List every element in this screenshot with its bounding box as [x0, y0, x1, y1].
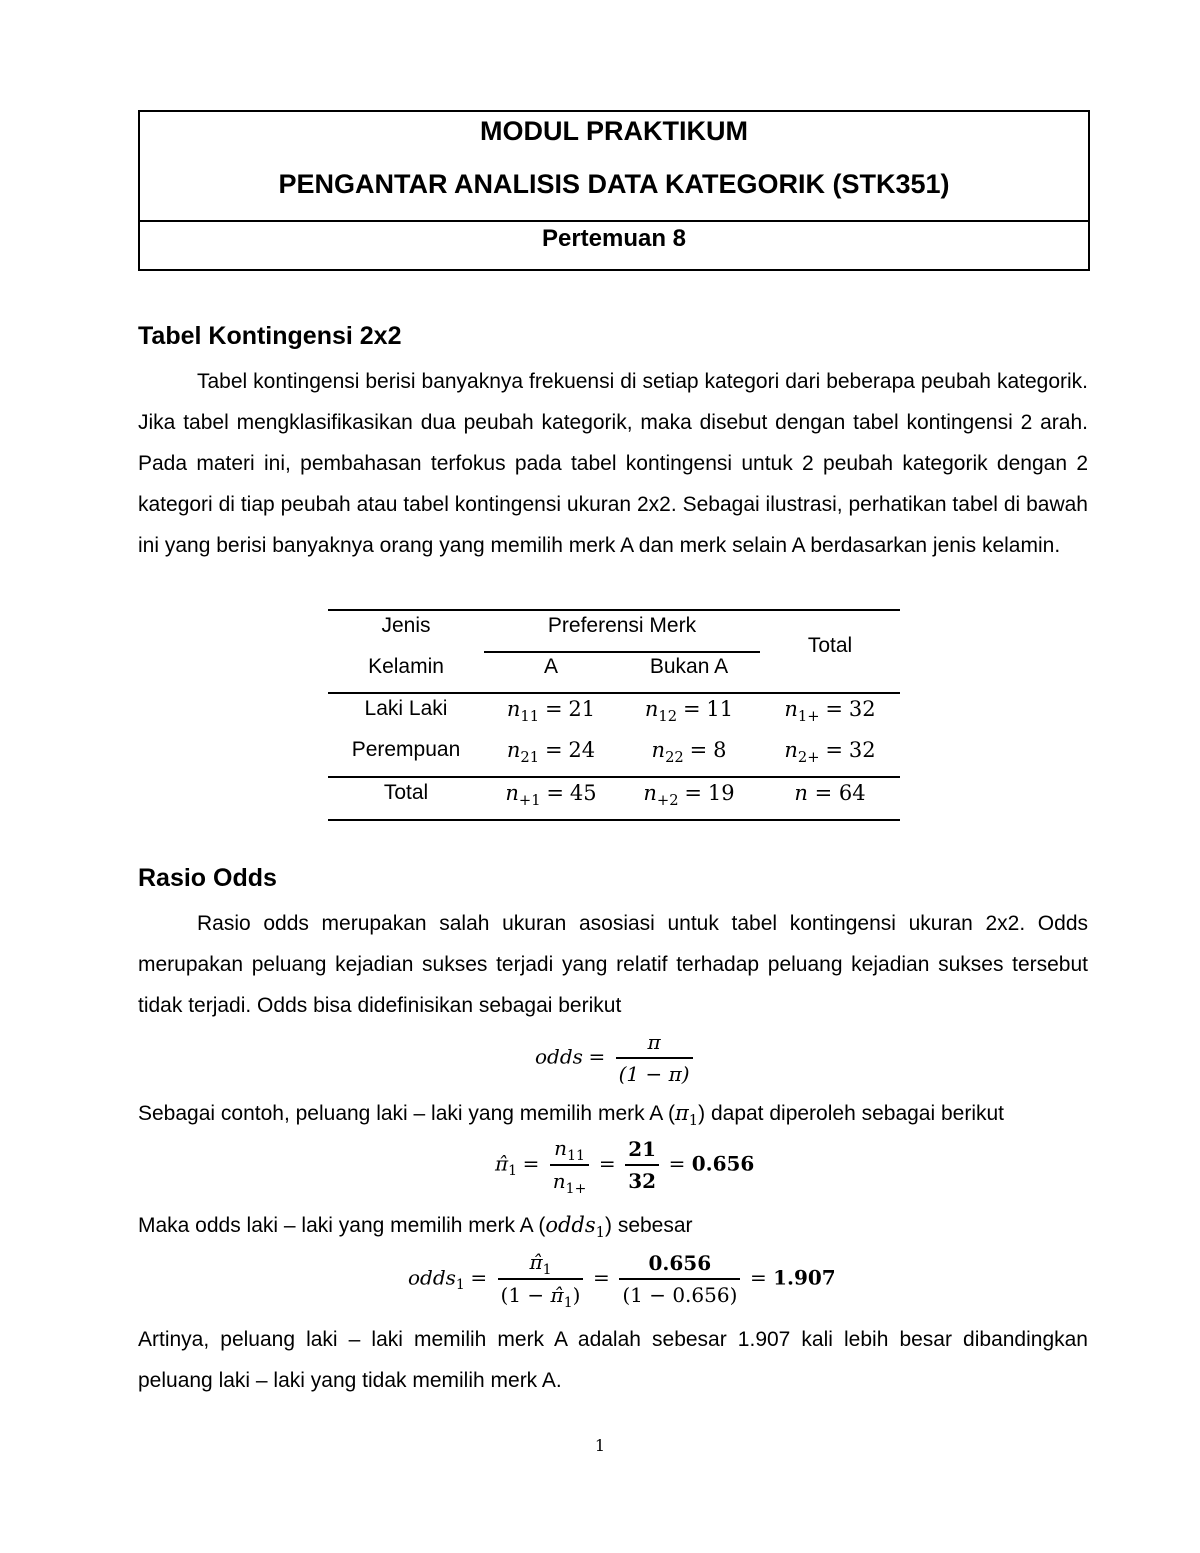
- pi-hat-formula: $\pî_1$ = $\frac{n_{11}}{n_{1+}}$ = $\frac{21}{32}$ = 0.656: [495, 1136, 755, 1197]
- odds1-sentence: Maka odds laki – laki yang memilih merk A (odds$_1$) sebesar: [138, 1213, 693, 1242]
- course-title: PENGANTAR ANALISIS DATA KATEGORIK (STK351): [278, 169, 950, 199]
- table-cell: $n_{12} = 11$: [644, 697, 734, 726]
- table-header-bukan-a: Bukan A: [649, 655, 729, 678]
- table-row-label: Perempuan: [351, 738, 461, 761]
- table-cell: n = 64: [794, 781, 866, 805]
- table-header-jenis: Jenis: [381, 614, 431, 637]
- table-row-label: Total: [383, 781, 429, 804]
- table-total-rule: [328, 776, 900, 778]
- module-title: MODUL PRAKTIKUM: [480, 116, 748, 146]
- table-header-total: Total: [807, 634, 853, 657]
- table-header-rule: [328, 692, 900, 694]
- odds-paragraph-text: Rasio odds merupakan salah ukuran asosiasi untuk tabel kontingensi ukuran 2x2. Odds merupakan peluang kejadian sukses terjadi yang relatif terhadap peluang kejadian sukses tersebut tidak terjadi. Odds bisa didefinisikan sebagai berikut: [138, 912, 1088, 1017]
- table-cell: $n_{22} = 8$: [651, 738, 727, 767]
- table-cell: $n_{2+} = 32$: [784, 738, 876, 767]
- odds1-formula: odds$_1$ = $\frac{\pî_1}{(1 - \pî_1)}$ = $\frac{0.656}{(1 - 0.656)}$ = 1.907: [408, 1250, 836, 1311]
- contingency-paragraph-text: Tabel kontingensi berisi banyaknya frekuensi di setiap kategori dari beberapa peubah kategorik. Jika tabel mengklasifikasikan dua peubah kategorik, maka disebut dengan tabel kontingensi 2 arah. Pada materi ini, pembahasan terfokus pada tabel kontingensi untuk 2 peubah kategorik dengan 2 kategori di tiap peubah atau tabel kontingensi ukuran 2x2. Sebagai ilustrasi, perhatikan tabel di bawah ini yang berisi banyaknya orang yang memilih merk A dan merk selain A berdasarkan jenis kelamin.: [138, 370, 1088, 557]
- header-box: [138, 110, 1090, 271]
- conclusion-text: Artinya, peluang laki – laki memilih merk A adalah sebesar 1.907 kali lebih besar dibandingkan peluang laki – laki yang tidak memilih merk A.: [138, 1328, 1088, 1392]
- header-divider: [140, 220, 1088, 222]
- table-bottom-rule: [328, 819, 900, 821]
- table-cell: $n_{21} = 24$: [506, 738, 596, 767]
- table-header-preferensi: Preferensi Merk: [547, 614, 697, 637]
- section-heading-odds: Rasio Odds: [138, 864, 277, 892]
- odds-paragraph: [138, 903, 1088, 1026]
- table-header-kelamin: Kelamin: [368, 655, 444, 678]
- odds-formula: odds = $\frac{\pi}{(1 - \pi)}$: [535, 1030, 697, 1086]
- table-group-rule: [484, 651, 760, 653]
- conclusion-paragraph: [138, 1319, 1088, 1401]
- contingency-paragraph: [138, 361, 1088, 566]
- table-cell: $n_{11} = 21$: [506, 697, 596, 726]
- section-heading-contingency: Tabel Kontingensi 2x2: [138, 322, 402, 350]
- page-number: 1: [594, 1436, 606, 1455]
- table-cell: $n_{1+} = 32$: [784, 697, 876, 726]
- table-cell: $n_{+1} = 45$: [505, 781, 597, 810]
- example-sentence: Sebagai contoh, peluang laki – laki yang memilih merk A $(\pi_1)$ dapat diperoleh sebagai berikut: [138, 1101, 1005, 1130]
- table-top-rule: [328, 609, 900, 611]
- table-cell: $n_{+2} = 19$: [643, 781, 735, 810]
- table-header-a: A: [543, 655, 558, 678]
- table-row-label: Laki Laki: [364, 697, 448, 720]
- meeting-label: Pertemuan 8: [541, 225, 687, 252]
